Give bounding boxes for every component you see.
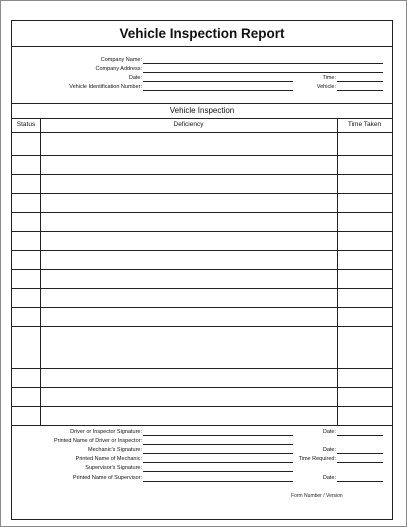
- date-label: Date:: [128, 75, 142, 81]
- table-row[interactable]: [12, 250, 392, 251]
- time-column-divider: [337, 118, 338, 425]
- table-row[interactable]: [12, 288, 392, 289]
- supervisor-date-field[interactable]: [337, 474, 383, 482]
- section-title: Vehicle Inspection: [12, 103, 392, 119]
- table-row[interactable]: [12, 368, 392, 369]
- table-row[interactable]: [12, 326, 392, 327]
- supervisor-printed-name-field[interactable]: [143, 474, 293, 482]
- table-row[interactable]: [12, 212, 392, 213]
- table-row[interactable]: [12, 307, 392, 308]
- date-field[interactable]: [143, 74, 293, 82]
- table-row[interactable]: [12, 406, 392, 407]
- supervisor-printed-name-label: Printed Name of Supervisor:: [72, 475, 142, 481]
- table-row[interactable]: [12, 132, 392, 133]
- driver-signature-field[interactable]: [143, 428, 293, 436]
- mechanic-printed-name-field[interactable]: [143, 455, 293, 463]
- column-deficiency: Deficiency: [173, 121, 204, 128]
- company-name-label: Company Name:: [100, 57, 142, 63]
- driver-printed-name-label: Printed Name of Driver or Inspector:: [53, 438, 142, 444]
- vin-field[interactable]: [143, 83, 293, 91]
- driver-signature-label: Driver or Inspector Signature:: [70, 429, 142, 435]
- time-required-field[interactable]: [337, 455, 383, 463]
- time-label: Time:: [322, 75, 336, 81]
- mechanic-signature-field[interactable]: [143, 446, 293, 454]
- supervisor-signature-label: Supervisor's Signature:: [85, 465, 142, 471]
- table-row[interactable]: [12, 155, 392, 156]
- driver-date-label: Date:: [322, 429, 336, 435]
- table-row[interactable]: [12, 231, 392, 232]
- time-field[interactable]: [337, 74, 383, 82]
- vehicle-label: Vehicle:: [316, 84, 336, 90]
- form-footer: Form Number / Version: [291, 493, 343, 499]
- supervisor-signature-field[interactable]: [143, 464, 293, 472]
- table-row[interactable]: [12, 193, 392, 194]
- column-time-taken: Time Taken: [347, 121, 382, 128]
- time-required-label: Time Required:: [298, 456, 336, 462]
- company-name-field[interactable]: [143, 56, 383, 64]
- driver-date-field[interactable]: [337, 428, 383, 436]
- vin-label: Vehicle Identification Number:: [69, 84, 142, 90]
- supervisor-date-label: Date:: [322, 475, 336, 481]
- vehicle-field[interactable]: [337, 83, 383, 91]
- status-column-divider: [40, 118, 41, 425]
- table-row[interactable]: [12, 269, 392, 270]
- mechanic-date-label: Date:: [322, 447, 336, 453]
- column-status: Status: [16, 121, 36, 128]
- table-row[interactable]: [12, 387, 392, 388]
- driver-printed-name-field[interactable]: [143, 437, 293, 445]
- form-title: Vehicle Inspection Report: [12, 21, 392, 47]
- company-address-label: Company Address:: [95, 66, 142, 72]
- table-row[interactable]: [12, 174, 392, 175]
- mechanic-signature-label: Mechanic's Signature:: [88, 447, 142, 453]
- mechanic-printed-name-label: Printed Name of Mechanic:: [75, 456, 142, 462]
- company-address-field[interactable]: [143, 65, 383, 73]
- inspection-form: [11, 20, 393, 520]
- table-bottom-border: [12, 425, 392, 426]
- mechanic-date-field[interactable]: [337, 446, 383, 454]
